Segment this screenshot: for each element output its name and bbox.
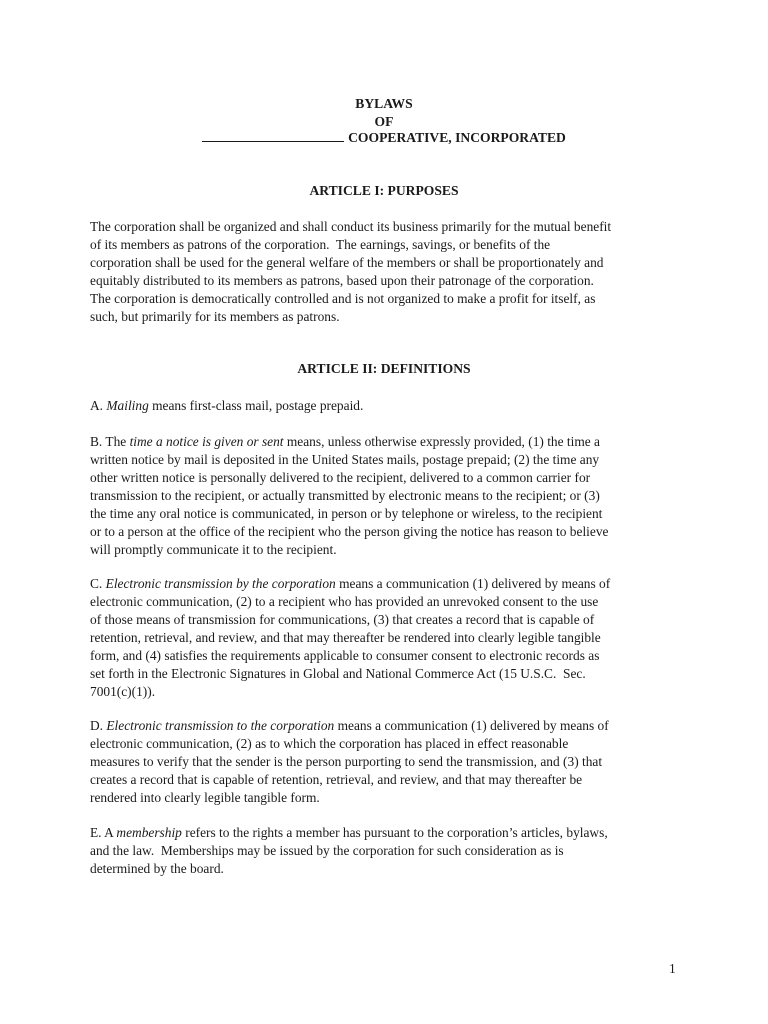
definition-text: refers to the rights a member has pursuant to the corporation’s articles, bylaws, — [181, 825, 608, 840]
paragraph-line — [90, 717, 682, 735]
document-title: BYLAWS — [355, 96, 413, 111]
paragraph-line: The corporation is democratically controlled and is not organized to make a profit for itself, as — [90, 291, 596, 306]
definition-text: means a communication (1) delivered by means of — [334, 718, 609, 733]
definition-prefix: E. A — [90, 825, 117, 840]
definition-prefix: C. — [90, 576, 106, 591]
paragraph-line — [90, 397, 682, 415]
paragraph-line: measures to verify that the sender is the person purporting to send the transmission, and (3) that — [90, 754, 603, 769]
defined-term: membership — [116, 825, 182, 840]
paragraph-line — [90, 824, 682, 842]
paragraph-line: of its members as patrons of the corporation. The earnings, savings, or benefits of the — [90, 237, 551, 252]
document-title-of: OF — [374, 114, 394, 129]
article-1-heading: ARTICLE I: PURPOSES — [309, 183, 459, 198]
article-1-paragraph — [90, 218, 682, 326]
definition-prefix: D. — [90, 718, 107, 733]
paragraph-line: determined by the board. — [90, 861, 224, 876]
definition-d — [90, 717, 682, 807]
cooperative-name-suffix: COOPERATIVE, INCORPORATED — [348, 130, 566, 145]
paragraph-line: and the law. Memberships may be issued by the corporation for such consideration as is — [90, 843, 564, 858]
paragraph-line: electronic communication, (2) to a recipient who has provided an unrevoked consent to the use — [90, 594, 599, 609]
name-blank-line — [202, 129, 344, 142]
paragraph-line: form, and (4) satisfies the requirements applicable to consumer consent to electronic records as — [90, 648, 600, 663]
definition-text: means a communication (1) delivered by means of — [335, 576, 611, 591]
paragraph-line: The corporation shall be organized and shall conduct its business primarily for the mutual benefit — [90, 219, 612, 234]
article-2-heading: ARTICLE II: DEFINITIONS — [297, 361, 471, 376]
definition-c — [90, 575, 682, 701]
paragraph-line: 7001(c)(1)). — [90, 684, 156, 699]
definition-prefix: A. — [90, 398, 107, 413]
paragraph-line: written notice by mail is deposited in the United States mails, postage prepaid; (2) the time any — [90, 452, 600, 467]
paragraph-line: other written notice is personally delivered to the recipient, delivered to a common carrier for — [90, 470, 591, 485]
paragraph-line: or to a person at the office of the recipient who the person giving the notice has reason to believe — [90, 524, 609, 539]
definition-text: means first-class mail, postage prepaid. — [148, 398, 364, 413]
defined-term: time a notice is given or sent — [129, 434, 284, 449]
paragraph-line — [90, 433, 682, 451]
definition-text: means, unless otherwise expressly provided, (1) the time a — [283, 434, 600, 449]
paragraph-line: creates a record that is capable of retention, retrieval, and review, and that may thereafter be — [90, 772, 583, 787]
paragraph-line: such, but primarily for its members as patrons. — [90, 309, 340, 324]
definition-b — [90, 433, 682, 559]
defined-term: Mailing — [106, 398, 149, 413]
definition-prefix: B. The — [90, 434, 130, 449]
paragraph-line: retention, retrieval, and review, and that may thereafter be rendered into clearly legible tangible — [90, 630, 601, 645]
paragraph-line: equitably distributed to its members as patrons, based upon their patronage of the corporation. — [90, 273, 594, 288]
paragraph-line: rendered into clearly legible tangible form. — [90, 790, 320, 805]
defined-term: Electronic transmission by the corporation — [105, 576, 336, 591]
paragraph-line: corporation shall be used for the general welfare of the members or shall be proportionately and — [90, 255, 604, 270]
page-number: 1 — [669, 961, 676, 976]
paragraph-line: transmission to the recipient, or actually transmitted by electronic means to the recipient; or (3) — [90, 488, 600, 503]
document-title-cooperative — [0, 129, 768, 147]
paragraph-line: will promptly communicate it to the recipient. — [90, 542, 337, 557]
paragraph-line: the time any oral notice is communicated, in person or by telephone or wireless, to the recipient — [90, 506, 603, 521]
definition-e — [90, 824, 682, 878]
defined-term: Electronic transmission to the corporation — [106, 718, 335, 733]
paragraph-line — [90, 575, 682, 593]
definition-a — [90, 397, 682, 415]
paragraph-line: set forth in the Electronic Signatures in Global and National Commerce Act (15 U.S.C. Sec. — [90, 666, 586, 681]
paragraph-line: electronic communication, (2) as to which the corporation has placed in effect reasonable — [90, 736, 569, 751]
paragraph-line: of those means of transmission for communications, (3) that creates a record that is capable of — [90, 612, 595, 627]
